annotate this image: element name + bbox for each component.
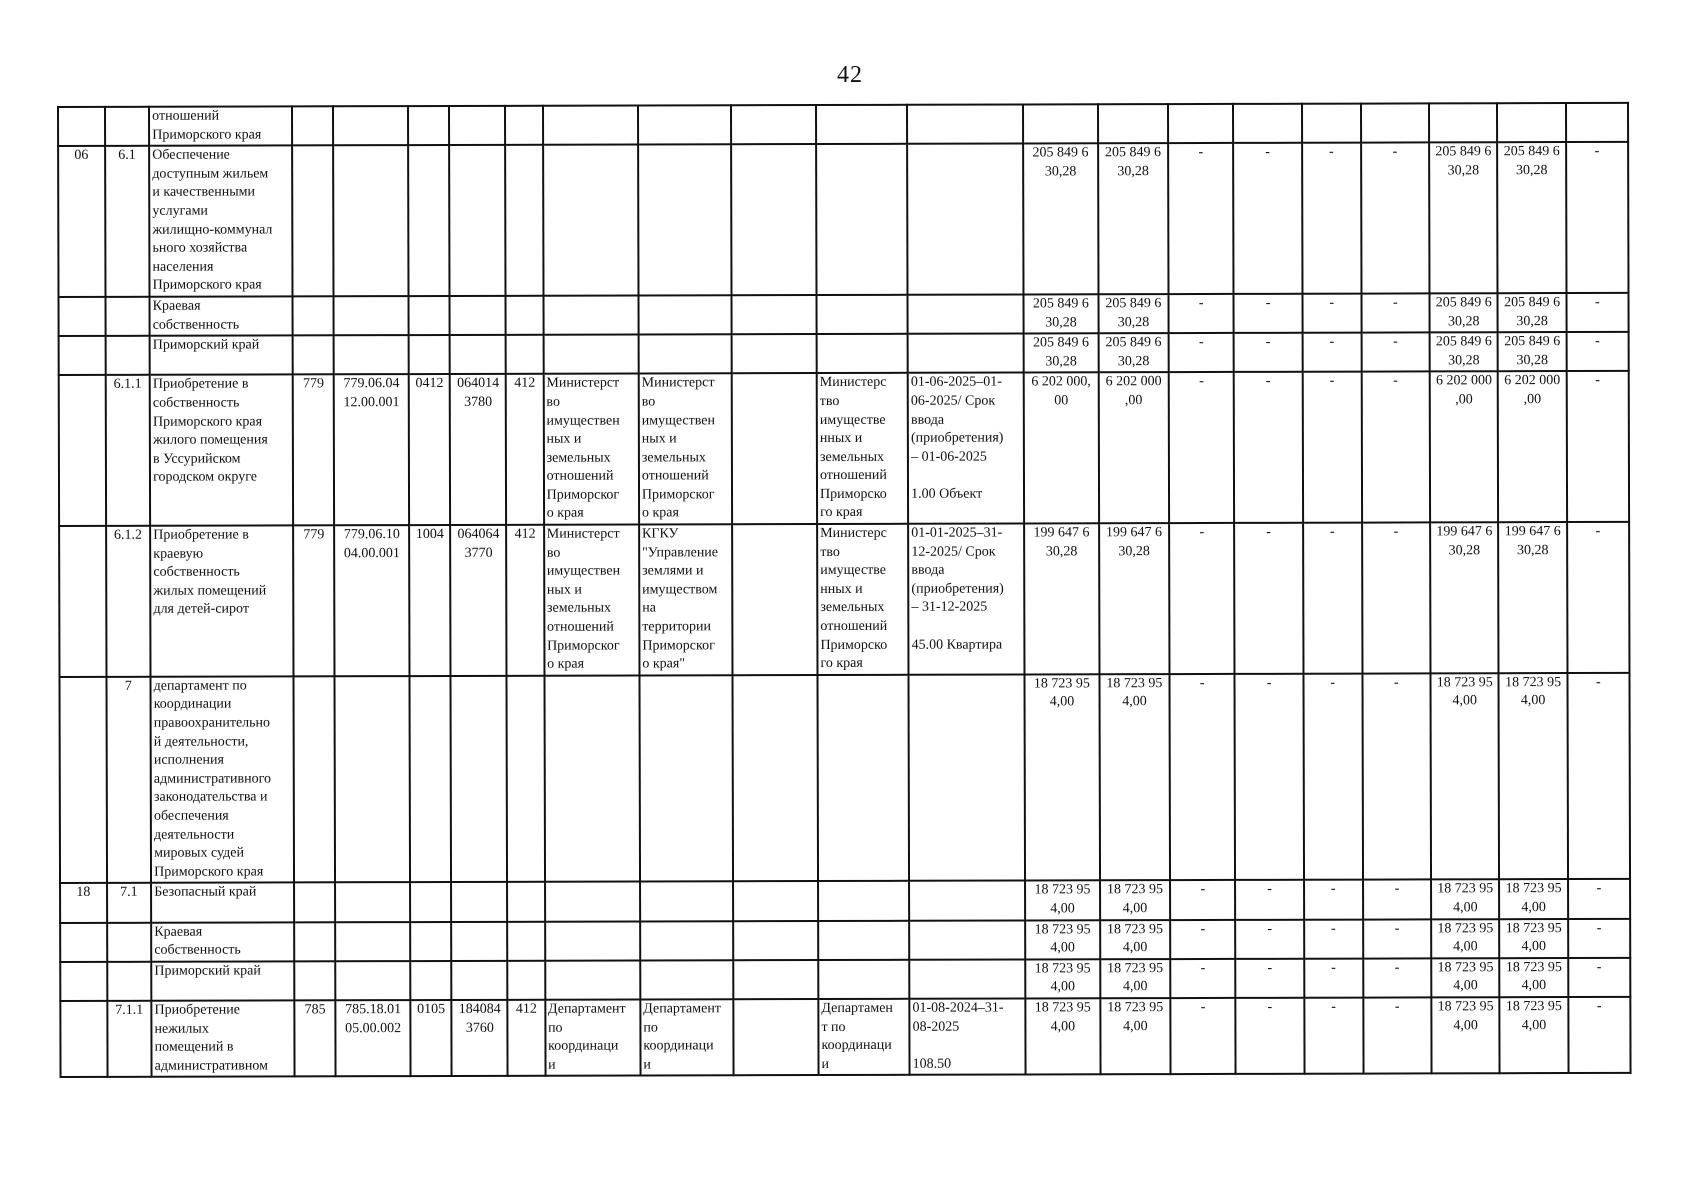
table-cell: 7.1 <box>107 883 152 922</box>
table-cell <box>640 921 733 960</box>
table-cell <box>506 335 543 374</box>
table-cell <box>638 295 731 334</box>
table-cell: Приобретение в собственность Приморского края жилого помещения в Уссурийском городском округе <box>150 375 293 526</box>
table-cell: 785 <box>294 1000 336 1076</box>
table-cell <box>909 959 1025 998</box>
table-cell: - <box>1235 880 1303 919</box>
table-cell: 064064 3770 <box>451 525 507 676</box>
table-cell: 412 <box>508 1000 545 1076</box>
table-cell: - <box>1302 333 1361 372</box>
table-cell <box>293 335 335 374</box>
table-cell <box>107 922 152 961</box>
table-cell: Приморский край <box>150 336 293 376</box>
table-cell: 779.06.04 12.00.001 <box>334 374 409 525</box>
table-cell <box>732 295 817 334</box>
table-cell <box>507 676 545 883</box>
table-cell <box>105 107 150 146</box>
table-cell: 184084 3760 <box>452 1000 508 1077</box>
table-cell: КГКУ "Управление землями и имуществом на территории Приморског о края" <box>639 524 733 675</box>
table-cell: - <box>1303 673 1363 880</box>
table-cell: 0412 <box>409 374 451 525</box>
table-cell: 18 723 95 4,00 <box>1431 880 1499 919</box>
table-cell: 18 723 95 4,00 <box>1431 997 1500 1074</box>
table-cell <box>450 296 506 335</box>
table-cell <box>1168 104 1233 143</box>
table-cell <box>1361 103 1429 142</box>
table-cell <box>731 105 816 144</box>
table-cell: 06 <box>58 146 105 297</box>
table-cell: Обеспечение доступным жильем и качественными услугами жилищно-коммунал ьного хозяйства населения Приморского края <box>149 146 292 297</box>
table-cell <box>909 920 1025 959</box>
table-cell: - <box>1567 673 1630 880</box>
table-cell: 18 723 95 4,00 <box>1431 958 1499 997</box>
table-cell: - <box>1236 958 1304 997</box>
table-cell <box>638 105 731 144</box>
table-cell: Департамент по координаци и <box>640 999 733 1076</box>
table-cell <box>58 107 105 146</box>
table-cell <box>60 962 107 1001</box>
table-cell <box>59 336 106 375</box>
table-cell: - <box>1568 918 1630 957</box>
table-cell <box>58 297 105 336</box>
table-cell <box>1098 104 1169 143</box>
table-cell <box>59 526 106 677</box>
table-cell <box>909 881 1025 920</box>
table-cell: - <box>1170 959 1235 998</box>
table-cell: отношений Приморского края <box>149 106 292 146</box>
table-cell <box>1566 103 1628 142</box>
table-cell <box>1429 103 1497 142</box>
table-cell <box>907 104 1023 143</box>
table-cell <box>543 105 638 144</box>
table-cell <box>818 881 909 920</box>
table-cell: 205 849 6 30,28 <box>1024 294 1099 333</box>
table-cell <box>640 960 733 999</box>
table-cell: 205 849 6 30,28 <box>1498 332 1566 371</box>
table-cell <box>408 145 450 296</box>
table-cell: - <box>1236 998 1305 1075</box>
table-cell <box>293 296 335 335</box>
table-cell <box>105 336 150 375</box>
table-cell: - <box>1362 673 1431 880</box>
table-cell: 6 202 000 ,00 <box>1498 371 1567 522</box>
table-cell: Министерст во имуществен ных и земельных отношений Приморског о края <box>543 374 639 525</box>
table-cell: Краевая собственность <box>150 296 293 336</box>
table-cell: 779.06.10 04.00.001 <box>335 525 410 676</box>
table-cell <box>543 145 639 296</box>
table-cell <box>59 677 106 884</box>
table-cell: 205 849 6 30,28 <box>1098 333 1169 372</box>
table-cell: 01-01-2025–31- 12-2025/ Срок ввода (приобретения) – 31-12-2025 45.00 Квартира <box>908 524 1024 675</box>
table-cell <box>334 145 409 296</box>
table-cell <box>733 960 818 999</box>
table-cell <box>408 106 450 145</box>
table-cell <box>451 882 507 921</box>
table-cell <box>450 335 506 374</box>
table-cell: 18 723 95 4,00 <box>1431 919 1499 958</box>
table-cell: 205 849 6 30,28 <box>1024 333 1099 372</box>
table-cell: - <box>1363 880 1431 919</box>
table-cell: 064014 3780 <box>450 374 506 525</box>
table-cell <box>733 999 818 1076</box>
table-cell <box>452 921 508 960</box>
table-cell <box>294 676 336 883</box>
table-row <box>58 293 1628 336</box>
table-cell: 205 849 6 30,28 <box>1023 143 1098 294</box>
table-cell: Приобретение в краевую собственность жилых помещений для детей-сирот <box>150 525 293 676</box>
table-cell: - <box>1233 143 1302 294</box>
table-cell <box>1497 103 1565 142</box>
table-cell <box>732 524 817 675</box>
table-cell: Краевая собственность <box>151 922 294 962</box>
table-cell: Министерс тво имуществе нных и земельных отношений Приморско го края <box>817 524 909 675</box>
table-cell: - <box>1304 880 1363 919</box>
table-cell: - <box>1169 523 1235 674</box>
table-cell <box>507 882 544 921</box>
table-cell: 18 <box>60 883 107 922</box>
table-cell: - <box>1170 880 1235 919</box>
table-cell: 18 723 95 4,00 <box>1099 674 1170 881</box>
table-cell <box>505 106 542 145</box>
table-cell <box>107 961 152 1000</box>
table-cell: 199 647 6 30,28 <box>1430 522 1499 673</box>
table-cell <box>410 882 452 921</box>
table-cell: - <box>1234 523 1303 674</box>
table-cell: - <box>1234 294 1302 333</box>
table-cell: 205 849 6 30,28 <box>1430 293 1498 332</box>
table-cell <box>909 674 1026 881</box>
table-cell: 1004 <box>409 525 451 676</box>
table-cell <box>336 961 411 1000</box>
table-cell: 18 723 95 4,00 <box>1500 919 1568 958</box>
table-cell: - <box>1304 958 1363 997</box>
table-cell: Департамент по координаци и <box>545 999 640 1076</box>
table-cell <box>544 675 640 882</box>
table-cell <box>507 921 544 960</box>
table-cell: 18 723 95 4,00 <box>1100 959 1171 998</box>
table-cell: 18 723 95 4,00 <box>1500 958 1568 997</box>
table-cell: - <box>1303 523 1362 674</box>
table-cell: - <box>1567 522 1630 673</box>
table-cell: 7 <box>106 677 151 884</box>
table-cell: 7.1.1 <box>107 1001 152 1077</box>
table-cell: Министерст во имуществен ных и земельных отношений Приморског о края <box>544 525 640 676</box>
table-cell <box>334 296 409 335</box>
table-cell <box>545 960 640 999</box>
table-cell: 18 723 95 4,00 <box>1499 879 1567 918</box>
table-row <box>59 371 1629 526</box>
table-cell <box>817 334 908 373</box>
table-cell: - <box>1304 919 1363 958</box>
table-cell: 18 723 95 4,00 <box>1100 998 1171 1075</box>
table-cell: 199 647 6 30,28 <box>1498 522 1567 673</box>
table-cell: - <box>1170 998 1235 1075</box>
table-cell <box>816 144 908 295</box>
table-cell <box>733 921 818 960</box>
table-cell: - <box>1304 997 1363 1074</box>
table-cell: - <box>1566 332 1628 371</box>
table-cell <box>545 882 640 921</box>
table-cell <box>638 144 732 295</box>
table-cell <box>292 106 334 145</box>
table-row <box>60 958 1630 1001</box>
table-cell <box>333 106 408 145</box>
table-cell: - <box>1361 372 1430 523</box>
table-cell: - <box>1302 143 1361 294</box>
table-cell: 6.1.2 <box>106 526 151 677</box>
table-cell: 6 202 000 ,00 <box>1098 372 1169 523</box>
table-row <box>60 879 1630 922</box>
table-cell: - <box>1170 919 1235 958</box>
table-cell <box>336 922 411 961</box>
table-cell: - <box>1566 142 1629 293</box>
table-cell: 18 723 95 4,00 <box>1025 674 1100 881</box>
table-cell: 18 723 95 4,00 <box>1025 881 1100 920</box>
table-cell: 18 723 95 4,00 <box>1100 880 1171 919</box>
table-cell: Министерс тво имуществе нных и земельных отношений Приморско го края <box>817 373 909 524</box>
table-cell: - <box>1169 333 1234 372</box>
table-cell: 6.1.1 <box>105 375 150 526</box>
table-cell: 18 723 95 4,00 <box>1025 959 1100 998</box>
table-cell <box>60 922 107 961</box>
table-cell: 412 <box>506 525 544 676</box>
table-cell <box>818 959 909 998</box>
table-cell: - <box>1363 997 1432 1074</box>
table-cell <box>731 144 816 295</box>
table-cell <box>1302 104 1361 143</box>
table-cell <box>639 334 732 373</box>
table-cell <box>410 676 452 883</box>
table-cell: - <box>1169 294 1234 333</box>
table-cell <box>732 334 817 373</box>
table-cell: - <box>1566 371 1629 522</box>
table-cell <box>410 961 452 1000</box>
table-cell: - <box>1568 997 1630 1074</box>
table-cell <box>908 334 1024 373</box>
table-cell: 01-06-2025–01- 06-2025/ Срок ввода (приобретения) – 01-06-2025 1.00 Объект <box>908 373 1024 524</box>
table-cell <box>733 881 818 920</box>
table-cell: - <box>1566 293 1628 332</box>
table-cell: 412 <box>506 374 544 525</box>
table-cell: 205 849 6 30,28 <box>1098 143 1169 294</box>
table-cell: 18 723 95 4,00 <box>1100 920 1171 959</box>
table-cell <box>452 961 508 1000</box>
table-cell <box>294 883 336 922</box>
table-cell: 6 202 000, 00 <box>1024 373 1099 524</box>
table-cell: 0105 <box>410 1000 452 1076</box>
table-cell: 779 <box>293 375 335 526</box>
table-cell: 18 723 95 4,00 <box>1500 997 1569 1074</box>
table-cell <box>733 675 818 882</box>
table-cell <box>640 882 733 921</box>
table-cell <box>818 675 910 882</box>
table-cell <box>818 920 909 959</box>
table-cell: 6.1 <box>105 146 150 297</box>
table-cell: 205 849 6 30,28 <box>1498 293 1566 332</box>
table-cell <box>105 297 150 336</box>
table-cell <box>1023 104 1098 143</box>
table-cell: - <box>1234 372 1303 523</box>
table-cell: 18 723 95 4,00 <box>1025 998 1100 1075</box>
table-cell: Приобретение нежилых помещений в административном <box>151 1000 294 1077</box>
table-cell <box>449 106 505 145</box>
table-cell <box>907 144 1023 295</box>
table-cell <box>732 373 817 524</box>
table-cell <box>335 676 410 883</box>
table-cell: Безопасный край <box>151 883 294 923</box>
table-cell: 01-08-2024–31- 08-2025 108.50 <box>909 998 1025 1075</box>
table-cell <box>292 145 334 296</box>
table-cell <box>506 296 543 335</box>
table-row <box>60 997 1630 1077</box>
table-cell: - <box>1361 293 1429 332</box>
table-cell: 199 647 6 30,28 <box>1099 523 1170 674</box>
table-cell <box>817 295 908 334</box>
table-cell: - <box>1302 372 1361 523</box>
table-cell: - <box>1568 879 1630 918</box>
table-cell: - <box>1302 294 1361 333</box>
table-cell <box>410 922 452 961</box>
table-cell: - <box>1170 674 1236 881</box>
table-cell <box>545 921 640 960</box>
table-cell <box>543 295 638 334</box>
table-cell: 785.18.01 05.00.002 <box>336 1000 411 1077</box>
table-cell <box>335 882 410 921</box>
table-cell: - <box>1363 958 1431 997</box>
table-cell: - <box>1168 143 1234 294</box>
table-cell: - <box>1361 333 1429 372</box>
table-row <box>59 522 1629 677</box>
table-cell <box>505 145 543 296</box>
table-cell: Департамен т по координаци и <box>818 999 909 1076</box>
table-cell: - <box>1361 143 1430 294</box>
table-cell <box>908 294 1024 333</box>
table-cell: 18 723 95 4,00 <box>1431 673 1500 880</box>
table-cell: - <box>1568 958 1630 997</box>
table-cell <box>543 335 638 374</box>
table-row <box>58 142 1628 297</box>
table-cell: 199 647 6 30,28 <box>1024 523 1099 674</box>
table-row <box>58 103 1628 146</box>
table-cell: 205 849 6 30,28 <box>1430 332 1498 371</box>
table-cell <box>409 296 451 335</box>
table-cell: 779 <box>293 525 335 676</box>
table-cell: Министерст во имуществен ных и земельных отношений Приморског о края <box>639 374 733 525</box>
table-cell: - <box>1234 333 1302 372</box>
table-cell <box>334 335 409 374</box>
budget-table <box>57 102 1632 1078</box>
table-cell: 18 723 95 4,00 <box>1025 920 1100 959</box>
table-cell <box>59 375 106 526</box>
table-cell <box>816 105 907 144</box>
table-cell: - <box>1235 919 1303 958</box>
table-row <box>60 918 1630 961</box>
table-cell: 18 723 95 4,00 <box>1499 673 1568 880</box>
table-cell: 6 202 000 ,00 <box>1430 372 1499 523</box>
table-row <box>59 332 1629 375</box>
table-cell <box>451 676 507 883</box>
table-cell: департамент по координации правоохранительно й деятельности, исполнения административного законодательства и обеспечения деятельности мировых судей Приморского края <box>151 676 294 883</box>
table-cell <box>60 1001 107 1077</box>
table-cell <box>409 335 451 374</box>
table-cell: - <box>1169 372 1235 523</box>
table-cell: - <box>1362 522 1431 673</box>
table-cell <box>294 922 336 961</box>
table-cell <box>639 675 733 882</box>
table-cell: 205 849 6 30,28 <box>1497 142 1566 293</box>
table-cell <box>450 145 506 296</box>
table-cell: 205 849 6 30,28 <box>1429 142 1498 293</box>
page-number: 42 <box>837 62 863 88</box>
table-cell <box>294 961 336 1000</box>
table-cell <box>1233 104 1301 143</box>
table-cell: Приморский край <box>151 961 294 1001</box>
table-cell: - <box>1235 674 1304 881</box>
table-row <box>59 673 1630 884</box>
table-cell: 205 849 6 30,28 <box>1098 294 1169 333</box>
table-cell: - <box>1363 919 1431 958</box>
table-cell <box>508 960 545 999</box>
